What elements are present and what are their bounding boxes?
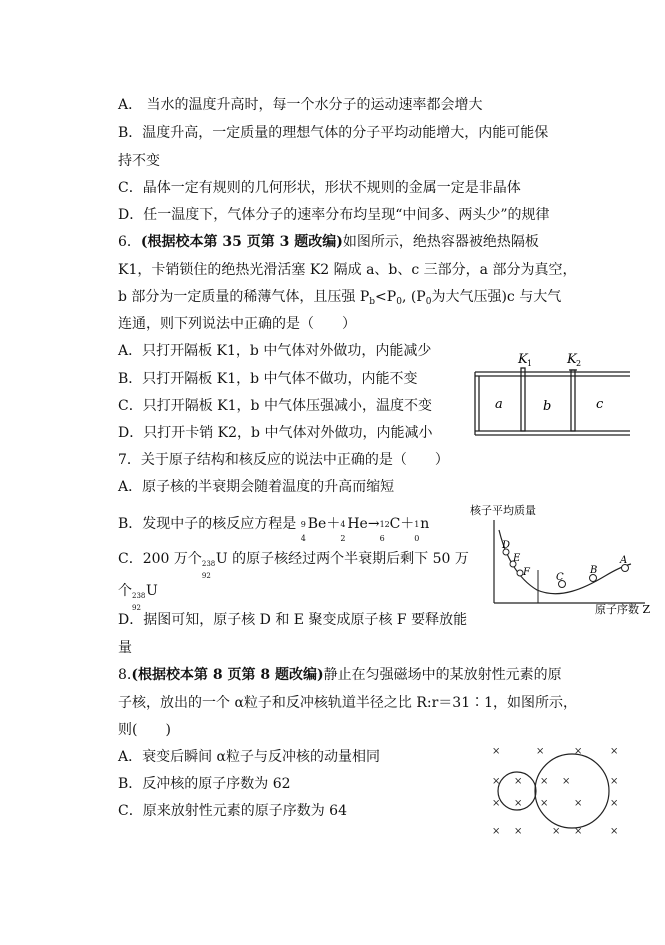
q7-b-eq1: Be＋ <box>307 516 341 532</box>
q6-stem3-sub3: 0 <box>425 297 432 307</box>
q5-option-b-line2: 持不变 <box>118 153 160 169</box>
q6-stem-text: 如图所示，绝热容器被绝热隔板 <box>342 234 539 250</box>
svg-text:×: × <box>514 776 523 787</box>
q5-option-d: D．任一温度下，气体分子的速率分布均呈现“中间多、两头少”的规律 <box>118 207 550 223</box>
u-mass-number: 238 <box>201 560 216 568</box>
q6-stem-line2: K1，卡销锁住的绝热光滑活塞 K2 隔成 a、b、c 三部分，a 部分为真空， <box>118 262 577 278</box>
svg-text:×: × <box>514 826 523 837</box>
q7-nucleon-mass-figure <box>465 500 655 615</box>
q8-magnetic-field-figure <box>488 742 628 837</box>
svg-text:×: × <box>610 826 619 837</box>
q7-b-eq2: He→ <box>347 516 380 532</box>
label-d: D <box>502 540 511 551</box>
label-f: F <box>523 567 530 578</box>
q6-stem-line1 <box>118 233 539 251</box>
u2-mass-number: 238 <box>132 592 146 600</box>
q6-option-d: D．只打开卡销 K2，b 中气体对外做功，内能减小 <box>118 425 433 441</box>
k2-label: K <box>567 352 577 367</box>
q8-option-b: B．反冲核的原子序数为 62 <box>118 776 291 792</box>
q7-option-c-line2 <box>118 582 158 612</box>
svg-text:×: × <box>610 746 619 757</box>
q8-stem-text: 静止在匀强磁场中的某放射性元素的原 <box>323 667 562 683</box>
q6-stem-line3 <box>118 288 561 311</box>
u-atomic-number: 92 <box>201 572 211 580</box>
be-atomic-number: 4 <box>300 534 306 543</box>
svg-text:×: × <box>562 776 571 787</box>
q6-stem3-a: b 部分为一定质量的稀薄气体，且压强 P <box>118 289 370 305</box>
svg-text:×: × <box>610 798 619 809</box>
c-atomic-number: 6 <box>379 534 385 543</box>
k1-label: K <box>518 352 528 367</box>
q6-container-figure <box>470 350 640 440</box>
u2-atomic-number: 92 <box>132 604 141 612</box>
svg-text:×: × <box>540 798 549 809</box>
svg-text:×: × <box>574 746 583 757</box>
q6-stem3-sub1: b <box>369 297 376 307</box>
q8-source: (根据校本第 8 页第 8 题改编) <box>131 667 324 683</box>
q6-option-c: C．只打开隔板 K1，b 中气体压强减小，温度不变 <box>118 398 432 414</box>
q8-stem-line1 <box>118 666 562 684</box>
q6-stem3-c: , (P <box>401 289 426 305</box>
be-mass-number: 9 <box>300 520 306 529</box>
q7-c-suffix: U 的原子核经过两个半衰期后剩下 50 万 <box>215 551 469 567</box>
q5-option-b-line1: B．温度升高，一定质量的理想气体的分子平均动能增大，内能可能保 <box>118 125 549 141</box>
q7-option-d-line2: 量 <box>118 640 132 656</box>
svg-text:×: × <box>492 798 501 809</box>
chamber-c-label: c <box>596 397 604 412</box>
label-c: C <box>556 572 564 583</box>
q6-stem3-sub2: 0 <box>396 297 402 307</box>
label-b: B <box>590 565 598 576</box>
k1-subscript: 1 <box>527 359 533 368</box>
svg-text:×: × <box>536 746 545 757</box>
large-orbit <box>535 754 609 828</box>
q6-stem3-d: 为大气压强)c 与大气 <box>431 289 562 305</box>
q8-number: 8. <box>118 667 132 683</box>
svg-text:×: × <box>492 746 501 757</box>
q8-stem-line3: 则( ) <box>118 722 171 738</box>
q5-option-a: A． 当水的温度升高时，每一个水分子的运动速率都会增大 <box>118 97 483 113</box>
n-mass-number: 1 <box>414 520 420 529</box>
chamber-a-label: a <box>495 397 503 412</box>
k2-subscript: 2 <box>576 359 582 368</box>
label-a: A <box>620 555 628 566</box>
chamber-b-label: b <box>543 399 552 414</box>
svg-text:×: × <box>492 776 501 787</box>
c-mass-number: 12 <box>379 520 390 529</box>
q7-b-eq3: C＋ <box>389 516 415 532</box>
xlabel: 原子序数 Z <box>595 603 651 615</box>
n-atomic-number: 0 <box>414 534 420 543</box>
q8-option-c: C．原来放射性元素的原子序数为 64 <box>118 803 347 819</box>
q6-option-b: B．只打开隔板 K1，b 中气体不做功，内能不变 <box>118 371 418 387</box>
svg-text:×: × <box>552 826 561 837</box>
q6-number: 6． <box>118 234 141 250</box>
q7-b-eq4: n <box>420 516 430 532</box>
he-mass-number: 4 <box>340 520 346 529</box>
svg-text:×: × <box>514 798 523 809</box>
q7-option-b <box>118 515 430 543</box>
q6-stem3-b: <P <box>375 289 397 305</box>
label-e: E <box>513 553 521 564</box>
q6-stem-line4: 连通，则下列说法中正确的是（ ） <box>118 316 356 332</box>
svg-text:×: × <box>492 826 501 837</box>
q7-c2-prefix: 个 <box>118 583 132 599</box>
q7-option-d-line1: D．据图可知，原子核 D 和 E 聚变成原子核 F 要释放能 <box>118 612 468 628</box>
q8-option-a: A．衰变后瞬间 α粒子与反冲核的动量相同 <box>118 749 381 765</box>
he-atomic-number: 2 <box>340 534 346 543</box>
ylabel: 核子平均质量 <box>470 504 536 517</box>
q6-source: (根据校本第 35 页第 3 题改编) <box>140 234 343 250</box>
svg-text:×: × <box>610 776 619 787</box>
q7-stem: 7．关于原子结构和核反应的说法中正确的是（ ） <box>118 452 449 468</box>
q7-option-c-line1 <box>118 550 469 580</box>
q8-stem-line2: 子核，放出的一个 α粒子和反冲核轨道半径之比 R:r＝31∶1，如图所示， <box>118 695 578 711</box>
q7-b-prefix: B．发现中子的核反应方程是 <box>118 516 297 532</box>
q5-option-c: C．晶体一定有规则的几何形状，形状不规则的金属一定是非晶体 <box>118 180 521 196</box>
svg-text:×: × <box>574 798 583 809</box>
svg-text:×: × <box>574 826 583 837</box>
svg-text:×: × <box>540 776 549 787</box>
q7-c-prefix: C．200 万个 <box>118 551 202 567</box>
q6-option-a: A．只打开隔板 K1，b 中气体对外做功，内能减少 <box>118 343 432 359</box>
q7-option-a: A．原子核的半衰期会随着温度的升高而缩短 <box>118 479 395 495</box>
q7-c2-suffix: U <box>146 583 158 599</box>
